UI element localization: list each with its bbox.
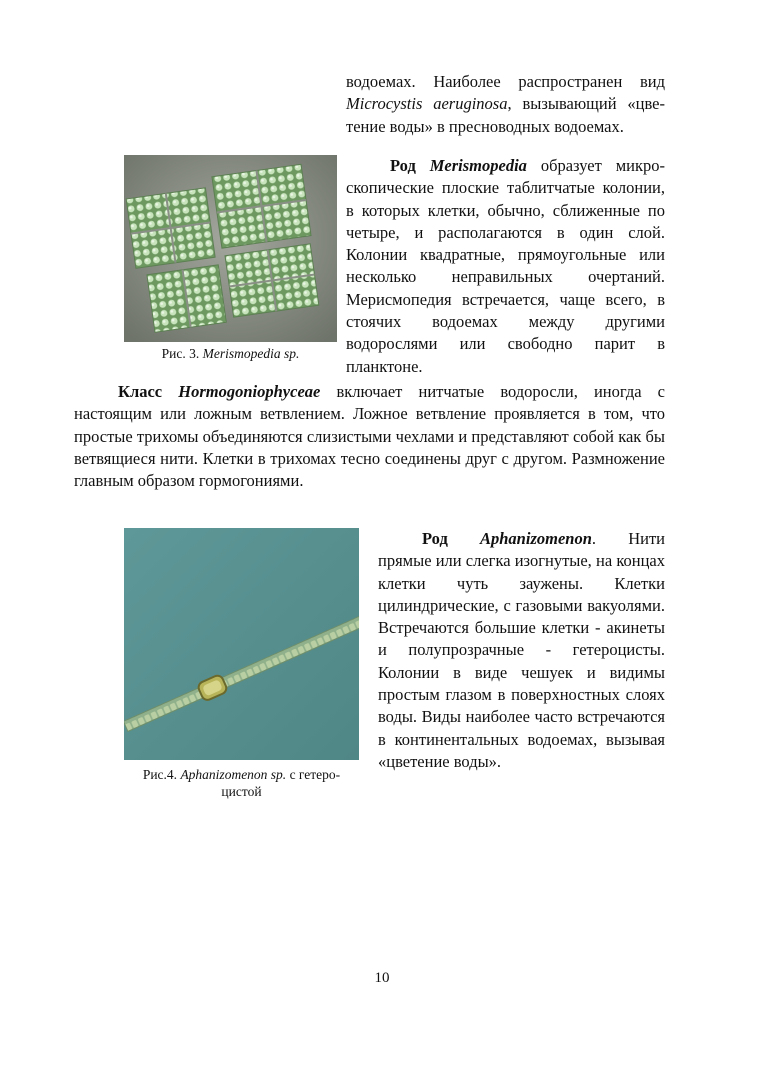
rod-label-2: Род <box>422 529 448 548</box>
merismopedia-photo <box>124 155 337 342</box>
hormogoniophyceae-paragraph: Класс Hormogoniophyceae включает нитчатые водоросли, иногда с настоящим или ложным ветвлением. Ложное ветвление проявляется в том, что простые трихомы объединяются слизистыми чехлами и представляют собой как бы ветвящиеся нити. Клетки в трихомах тесно соединены друг с другом. Размножение главным образом гормогониями. <box>74 382 666 491</box>
aphanizomenon-photo <box>124 528 359 760</box>
merismopedia-illustration <box>124 155 337 342</box>
species-microcystis: Microcystis aeruginosa <box>346 94 508 114</box>
figure-3-caption: Рис. 3. Merismopedia sp. <box>161 346 300 361</box>
merismopedia-paragraph: Род Merismopedia образует микро-скопические плоские таблитчатые колонии, в которых клетки, обычно, сближенные по четыре, и располагаются в один слой. Колонии квадратные, прямоугольные или несколько неправильных очертаний. Мерисмопедия встречается, чаще всего, в стоячих водоемах между другими водорослями или свободно парит в планктоне. <box>346 156 665 376</box>
top-paragraph-line-3: тение воды» в пресноводных водоемах. <box>346 116 624 136</box>
top-paragraph <box>346 71 665 138</box>
genus-aphanizomenon: Aphanizomenon <box>480 529 592 548</box>
genus-merismopedia: Merismopedia <box>429 156 527 175</box>
top-paragraph-line-1: водоемах. Наиболее распространен вид <box>346 72 665 91</box>
figure-4-caption: Рис.4. Aphanizomenon sp. с гетеро-цистой <box>142 767 341 799</box>
aphanizomenon-illustration <box>124 528 359 760</box>
top-paragraph-line-2: Microcystis aeruginosa, вызывающий «цве- <box>346 94 665 114</box>
page-number: 10 <box>374 970 390 986</box>
class-hormogoniophyceae: Hormogoniophyceae <box>178 382 321 401</box>
rod-label: Род <box>390 156 416 175</box>
class-label: Класс <box>118 382 163 401</box>
aphanizomenon-paragraph: Род Aphanizomenon. Нити прямые или слегка изогнутые, на концах клетки чуть заужены. Клетки цилиндрические, с газовыми вакуолями. Встречаются большие клетки - акинеты и полупрозрачные - гетероцисты. Колонии в виде чешуек и видимы простым глазом в поверхностных слоях воды. Виды наиболее часто встречаются в континентальных водоемах, вызывая «цветение воды». <box>378 529 665 771</box>
